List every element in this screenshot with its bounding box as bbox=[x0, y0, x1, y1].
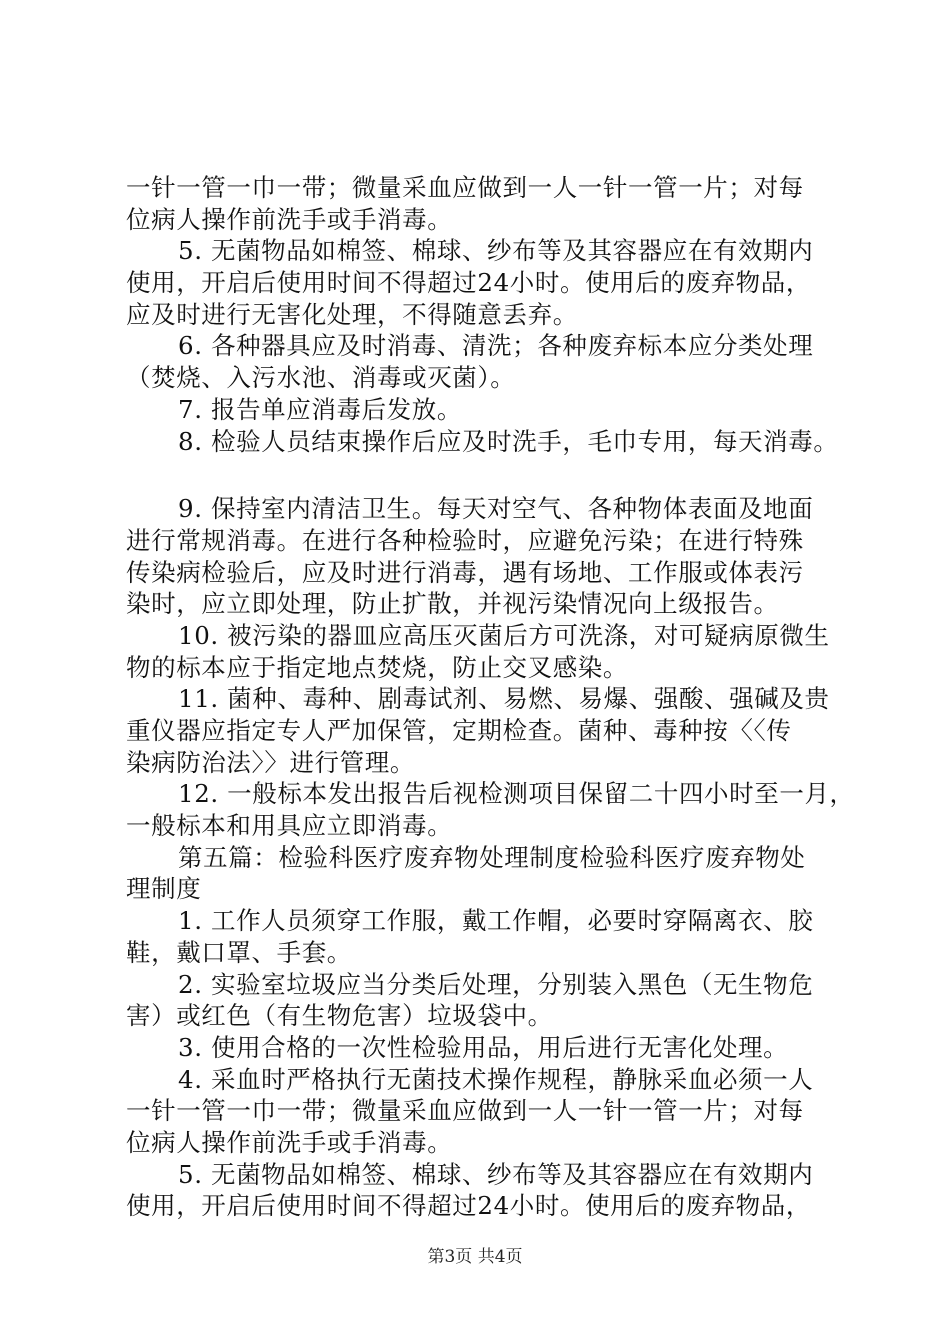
page-footer: 第3页 共4页 bbox=[427, 1247, 523, 1267]
text-line: 传染病检验后，应及时进行消毒，遇有场地、工作服或体表污 bbox=[126, 557, 804, 587]
text-line: 染病防治法〉〉进行管理。 bbox=[126, 747, 415, 777]
text-line: 使用，开启后使用时间不得超过24小时。使用后的废弃物品， bbox=[126, 1191, 811, 1221]
text-line: 染时，应立即处理，防止扩散，并视污染情况向上级报告。 bbox=[126, 589, 779, 619]
text-line: 1. 工作人员须穿工作服，戴工作帽，必要时穿隔离衣、胶 bbox=[178, 906, 814, 936]
text-line: 9. 保持室内清洁卫生。每天对空气、各种物体表面及地面 bbox=[178, 494, 814, 524]
text-line: 5. 无菌物品如棉签、棉球、纱布等及其容器应在有效期内 bbox=[178, 236, 814, 266]
text-line: 10. 被污染的器皿应高压灭菌后方可洗涤，对可疑病原微生 bbox=[178, 620, 830, 650]
text-line: （焚烧、入污水池、消毒或灭菌）。 bbox=[126, 363, 516, 393]
text-line: 一针一管一巾一带；微量采血应做到一人一针一管一片；对每 bbox=[126, 173, 804, 202]
text-line: 使用，开启后使用时间不得超过24小时。使用后的废弃物品， bbox=[126, 268, 811, 298]
text-line: 一般标本和用具应立即消毒。 bbox=[126, 811, 453, 841]
text-line: 位病人操作前洗手或手消毒。 bbox=[126, 204, 453, 234]
text-line: 2. 实验室垃圾应当分类后处理，分别装入黑色（无生物危 bbox=[178, 969, 814, 999]
document-body bbox=[126, 172, 855, 1222]
text-line: 7. 报告单应消毒后发放。 bbox=[178, 394, 462, 424]
text-line: 位病人操作前洗手或手消毒。 bbox=[126, 1127, 453, 1157]
text-line: 12. 一般标本发出报告后视检测项目保留二十四小时至一月， bbox=[178, 779, 855, 809]
text-line: 应及时进行无害化处理，不得随意丢弃。 bbox=[126, 299, 578, 329]
text-line: 8. 检验人员结束操作后应及时洗手，毛巾专用，每天消毒。 bbox=[178, 426, 839, 456]
text-line: 物的标本应于指定地点焚烧，防止交叉感染。 bbox=[126, 652, 628, 682]
text-line: 重仪器应指定专人严加保管，定期检查。菌种、毒种按〈〈传 bbox=[126, 716, 792, 745]
text-line: 3. 使用合格的一次性检验用品，用后进行无害化处理。 bbox=[178, 1032, 789, 1062]
paragraph-gap bbox=[126, 457, 846, 493]
text-line: 害）或红色（有生物危害）垃圾袋中。 bbox=[126, 1001, 553, 1031]
text-block-after-gap bbox=[126, 493, 855, 1222]
text-line: 第五篇：检验科医疗废弃物处理制度检验科医疗废弃物处 bbox=[178, 842, 806, 872]
text-line: 5. 无菌物品如棉签、棉球、纱布等及其容器应在有效期内 bbox=[178, 1159, 814, 1189]
text-line: 6. 各种器具应及时消毒、清洗；各种废弃标本应分类处理 bbox=[178, 331, 814, 361]
text-line: 一针一管一巾一带；微量采血应做到一人一针一管一片；对每 bbox=[126, 1096, 804, 1126]
text-line: 鞋，戴口罩、手套。 bbox=[126, 937, 352, 967]
text-line: 理制度 bbox=[126, 874, 202, 904]
text-block-before-gap bbox=[126, 172, 846, 457]
text-line: 11. 菌种、毒种、剧毒试剂、易燃、易爆、强酸、强碱及贵 bbox=[178, 684, 830, 714]
text-line: 4. 采血时严格执行无菌技术操作规程，静脉采血必须一人 bbox=[178, 1064, 814, 1094]
text-line: 进行常规消毒。在进行各种检验时，应避免污染；在进行特殊 bbox=[126, 525, 804, 555]
